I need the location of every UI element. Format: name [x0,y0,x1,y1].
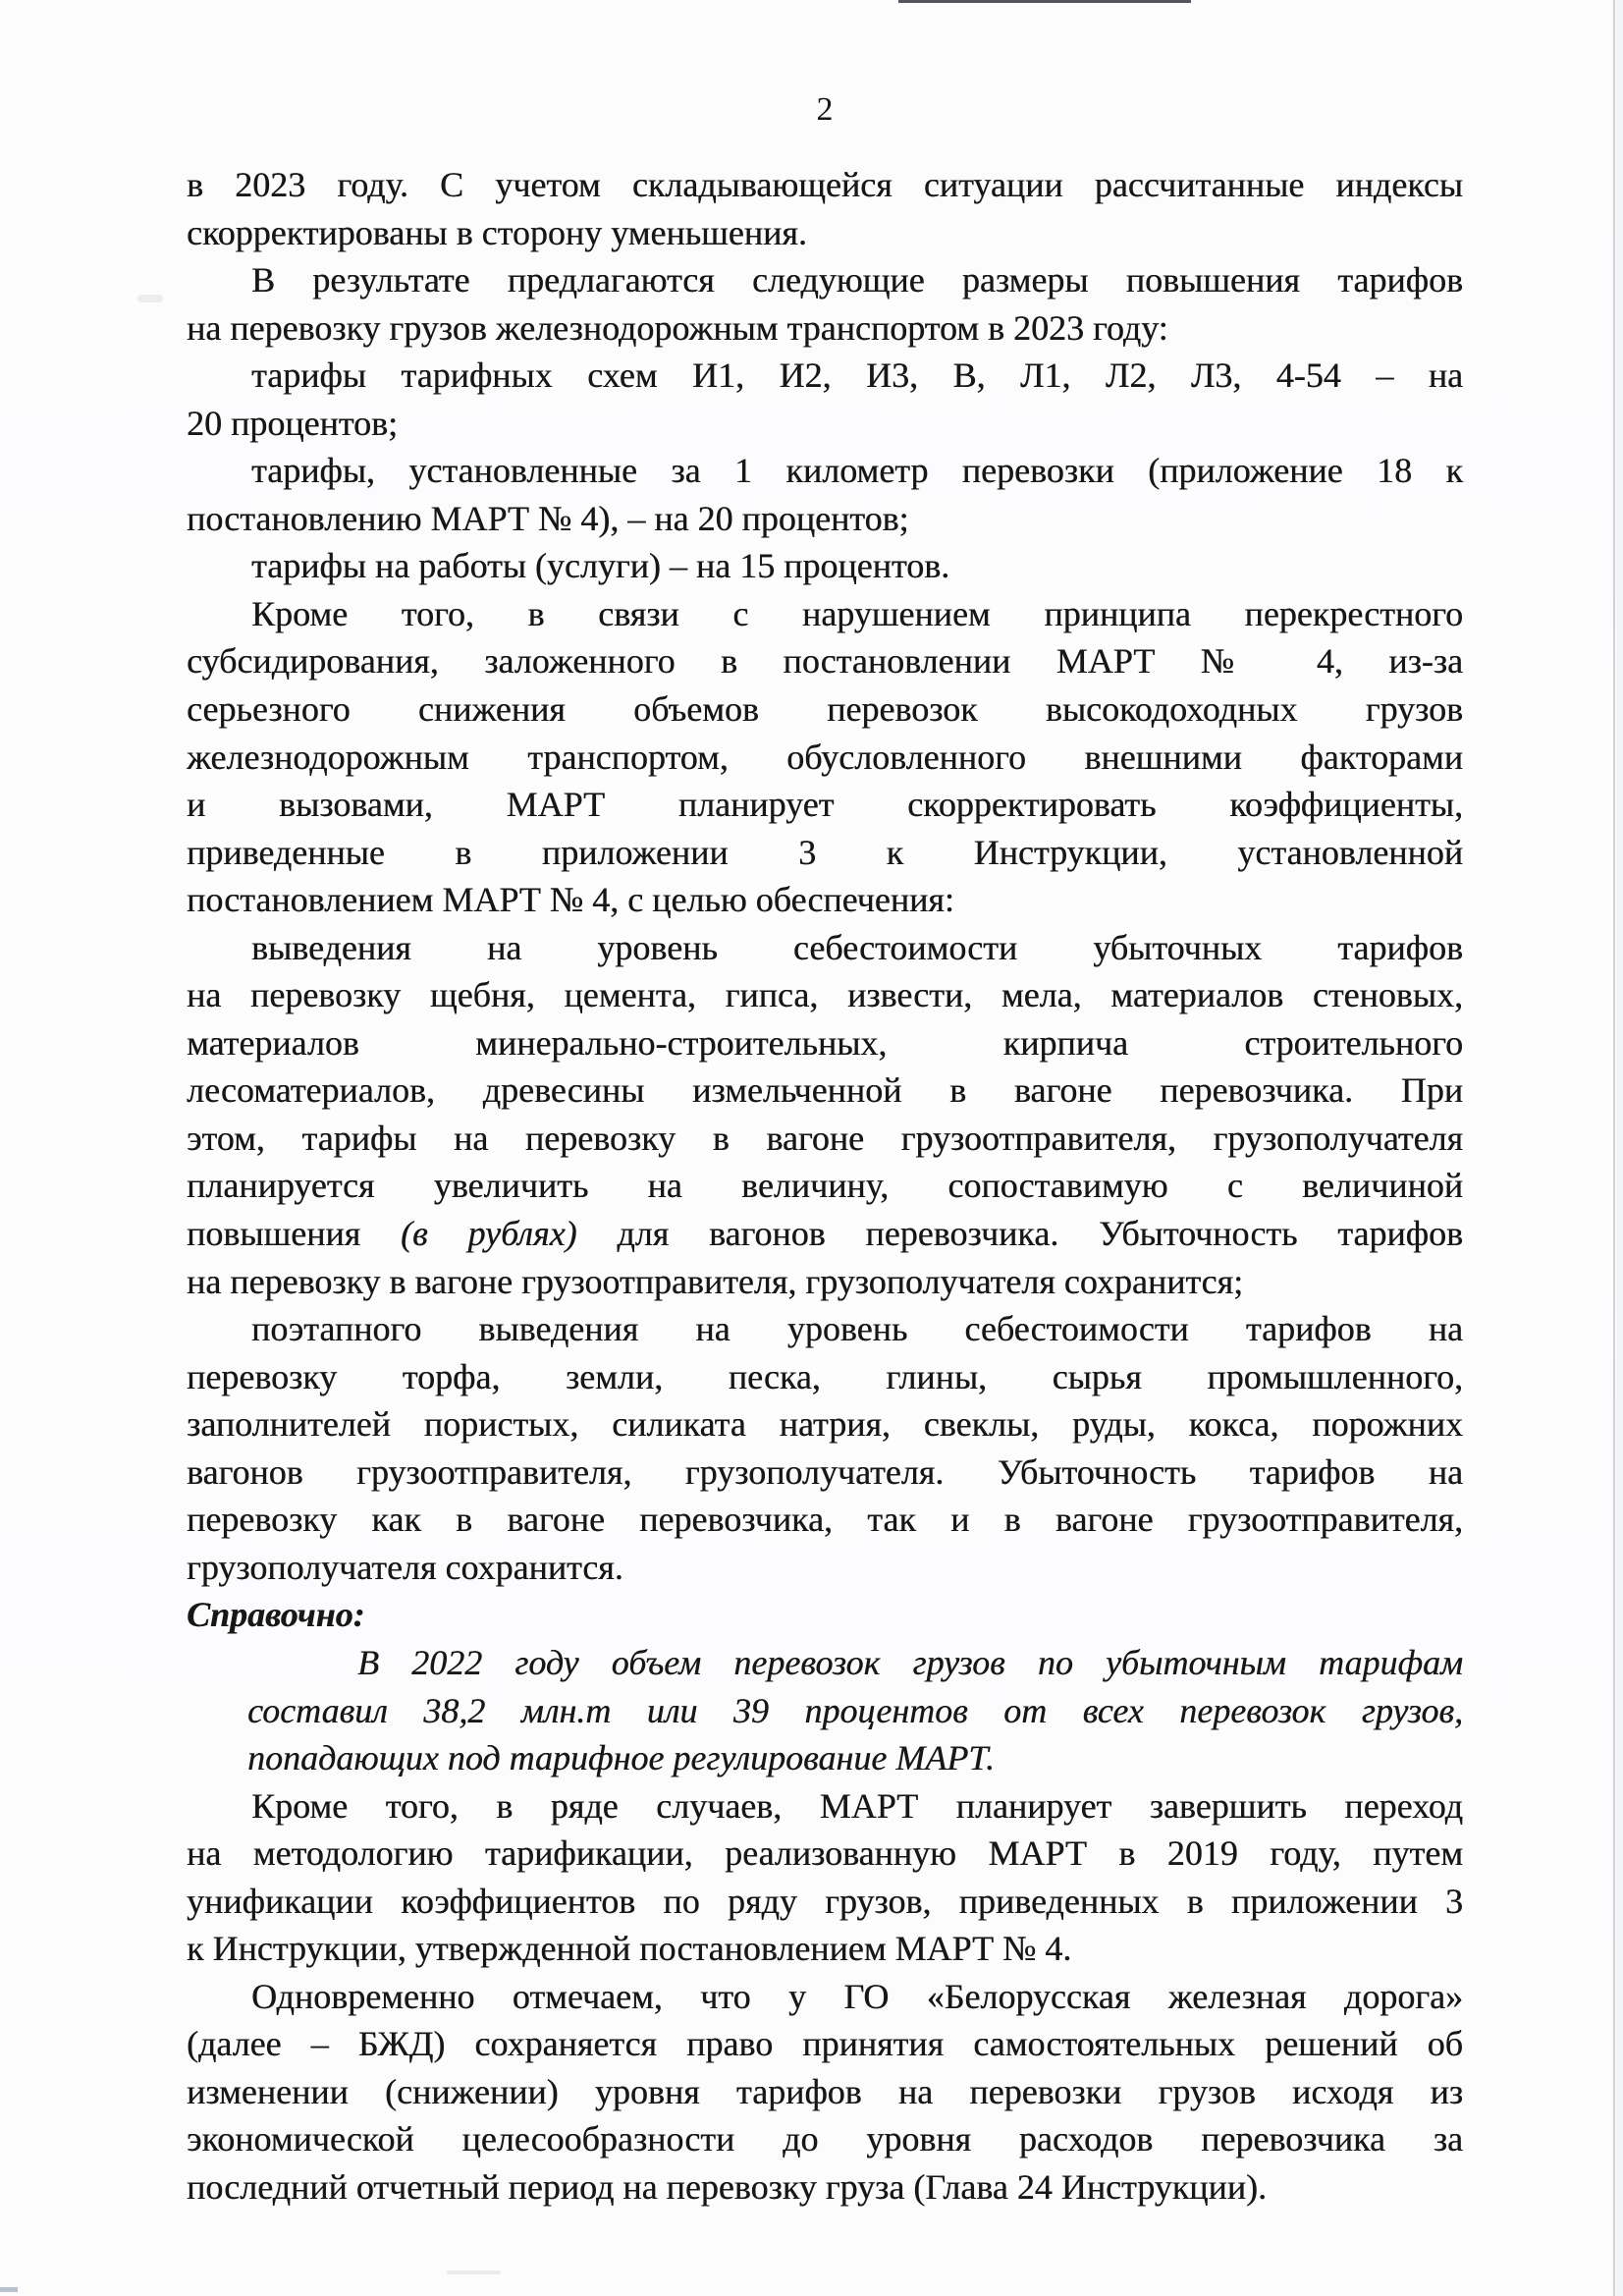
page-number: 2 [816,91,834,128]
text-line [187,447,1463,495]
text-line [187,924,1463,972]
text-line [187,495,1463,543]
text-line [187,1066,1463,1115]
text-line [187,1925,1463,1973]
text-line [187,2020,1463,2068]
text-line [187,876,1463,924]
text-line [187,1782,1463,1831]
text-line [187,1019,1463,1067]
text-line [187,971,1463,1019]
text-run: перевозку торфа, земли, песка, глины, сырья промышленного, [187,1356,1463,1396]
text-run: унификации коэффициентов по ряду грузов, приведенных в приложении 3 [187,1881,1463,1921]
text-run: и вызовами, МАРТ планирует скорректировать коэффициенты, [187,785,1463,825]
text-line [187,1639,1463,1687]
text-line [187,1305,1463,1353]
text-run: В результате предлагаются следующие размеры повышения тарифов [251,260,1463,301]
reference-heading [187,1591,1463,1639]
text-line [187,781,1463,829]
text-run: перевозку как в вагоне перевозчика, так и в вагоне грузоотправителя, [187,1500,1463,1540]
text-line [187,590,1463,638]
text-line [187,2115,1463,2163]
text-run: постановлением МАРТ № 4, с целью обеспечения: [187,880,954,920]
text-run: Справочно: [187,1595,365,1635]
text-run: попадающих под тарифное регулирование МАРТ. [247,1738,995,1778]
scan-artifact-right-edge [1613,0,1615,2296]
text-line [187,2068,1463,2116]
text-run: Одновременно отмечаем, что у ГО «Белорусская железная дорога» [251,1976,1463,2016]
scan-artifact-bottom-mark [0,2287,18,2292]
text-run: для вагонов перевозчика. Убыточность тарифов [576,1214,1463,1254]
scan-artifact-smudge [137,295,163,302]
text-line [187,1687,1463,1735]
text-line [187,829,1463,877]
text-line [187,256,1463,304]
text-run: приведенные в приложении 3 к Инструкции, установленной [187,832,1463,872]
text-run: повышения [187,1214,402,1254]
text-run: грузополучателя сохранится. [187,1547,623,1587]
text-run: 20 процентов; [187,403,399,443]
text-run: железнодорожным транспортом, обусловленного внешними факторами [187,737,1463,777]
text-line [187,304,1463,353]
text-run: выведения на уровень себестоимости убыточных тарифов [251,927,1463,967]
text-line [187,542,1463,590]
text-run: постановлению МАРТ № 4), – на 20 процентов; [187,498,909,538]
text-run: на методологию тарификации, реализованную МАРТ в 2019 году, путем [187,1833,1463,1874]
text-run: к Инструкции, утвержденной постановлением МАРТ № 4. [187,1929,1072,1969]
text-run: поэтапного выведения на уровень себестоимости тарифов на [251,1309,1463,1349]
text-line [187,1734,1463,1782]
text-run: тарифы, установленные за 1 километр перевозки (приложение 18 к [251,451,1463,491]
text-line [187,1258,1463,1306]
text-run: (далее – БЖД) сохраняется право принятия самостоятельных решений об [187,2024,1463,2064]
text-block [187,161,1463,2212]
text-line [187,1115,1463,1163]
text-run: материалов минерально-строительных, кирпича строительного [187,1022,1463,1063]
text-line [187,161,1463,209]
text-run: В 2022 году объем перевозок грузов по убыточным тарифам [357,1642,1463,1682]
text-run: Кроме того, в связи с нарушением принципа перекрестного [251,593,1463,633]
text-line [187,400,1463,448]
text-line [187,1496,1463,1544]
text-run: на перевозку в вагоне грузоотправителя, грузополучателя сохранится; [187,1261,1244,1301]
text-line [187,209,1463,257]
text-run: серьезного снижения объемов перевозок высокодоходных грузов [187,689,1463,730]
text-line [187,1210,1463,1258]
text-line [187,1544,1463,1592]
text-run: планируется увеличить на величину, сопоставимую с величиной [187,1166,1463,1206]
text-line [187,734,1463,782]
text-line [187,1400,1463,1449]
text-run: лесоматериалов, древесины измельченной в вагоне перевозчика. При [187,1070,1463,1111]
text-line [187,1878,1463,1926]
text-line [187,1830,1463,1878]
scan-artifact-top-line [898,0,1191,3]
text-run: экономической целесообразности до уровня расходов перевозчика за [187,2119,1463,2159]
text-line [187,1449,1463,1497]
text-run: заполнителей пористых, силиката натрия, свеклы, руды, кокса, порожних [187,1404,1463,1445]
text-run: составил 38,2 млн.т или 39 процентов от всех перевозок грузов, [247,1690,1463,1730]
text-run: этом, тарифы на перевозку в вагоне грузоотправителя, грузополучателя [187,1118,1463,1158]
text-line [187,352,1463,400]
text-run: скорректированы в сторону уменьшения. [187,212,807,252]
text-run: в 2023 году. С учетом складывающейся ситуации рассчитанные индексы [187,165,1463,204]
text-run: на перевозку щебня, цемента, гипса, извести, мела, материалов стеновых, [187,975,1463,1015]
text-line [187,685,1463,734]
text-run: на перевозку грузов железнодорожным транспортом в 2023 году: [187,307,1168,348]
text-line [187,637,1463,685]
text-run: вагонов грузоотправителя, грузополучателя. Убыточность тарифов на [187,1451,1463,1492]
text-run: субсидирования, заложенного в постановлении МАРТ № 4, из-за [187,641,1463,682]
text-line [187,1162,1463,1210]
text-run: Кроме того, в ряде случаев, МАРТ планирует завершить переход [251,1785,1463,1826]
scan-artifact-right-strip [1616,0,1623,2296]
text-run: последний отчетный период на перевозку груза (Глава 24 Инструкции). [187,2166,1267,2207]
text-run: тарифы на работы (услуги) – на 15 процентов. [251,546,950,586]
italic-text-run: (в рублях) [401,1214,577,1254]
text-line [187,1353,1463,1401]
text-run: тарифы тарифных схем И1, И2, И3, В, Л1, Л2, Л3, 4-54 – на [251,355,1463,396]
text-run: изменении (снижении) уровня тарифов на перевозки грузов исходя из [187,2071,1463,2111]
scan-artifact-smudge [447,2270,501,2274]
text-line [187,2163,1463,2212]
text-line [187,1973,1463,2021]
